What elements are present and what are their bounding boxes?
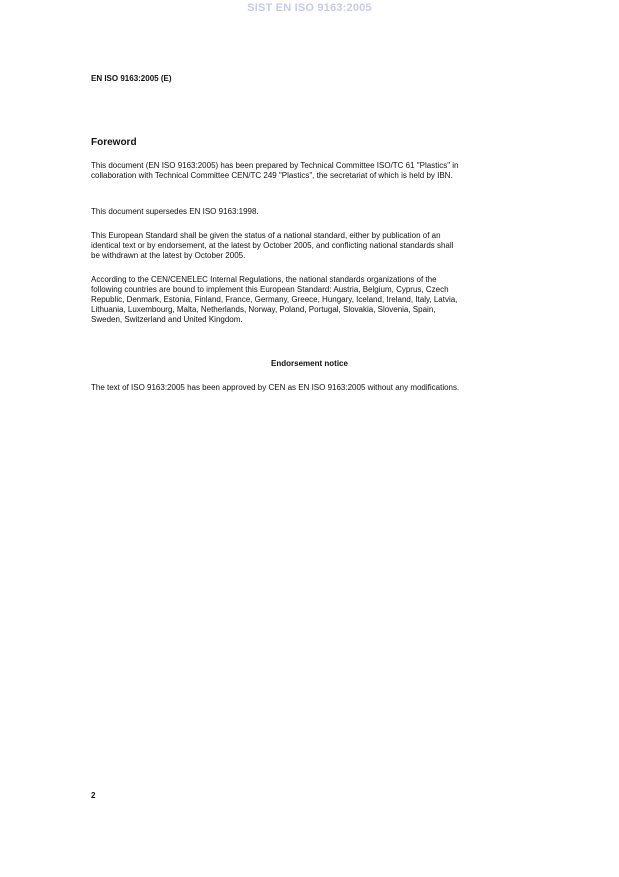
text-line: collaboration with Technical Committee CEN/TC 249 "Plastics", the secretariat of which is held by IBN. (91, 171, 453, 180)
text-line: Lithuania, Luxembourg, Malta, Netherlands, Norway, Poland, Portugal, Slovakia, Slovenia, Spain, (91, 305, 436, 314)
text-line: Republic, Denmark, Estonia, Finland, France, Germany, Greece, Hungary, Iceland, Ireland, Italy, Latvia, (91, 295, 458, 304)
text-line: This European Standard shall be given the status of a national standard, either by publication of an (91, 231, 441, 240)
text-line: Sweden, Switzerland and United Kingdom. (91, 315, 243, 324)
document-header: EN ISO 9163:2005 (E) (91, 74, 172, 83)
page-number: 2 (91, 791, 96, 800)
text-line: be withdrawn at the latest by October 2005. (91, 251, 246, 260)
text-line: This document supersedes EN ISO 9163:1998. (91, 207, 259, 216)
foreword-paragraph-4 (91, 275, 457, 325)
endorsement-text: The text of ISO 9163:2005 has been approved by CEN as EN ISO 9163:2005 without any modifications. (91, 383, 460, 392)
endorsement-heading: Endorsement notice (271, 359, 348, 368)
foreword-paragraph-2 (91, 207, 259, 217)
foreword-heading: Foreword (91, 137, 137, 148)
foreword-paragraph-1 (91, 161, 459, 181)
text-line: following countries are bound to implement this European Standard: Austria, Belgium, Cyprus, Czech (91, 285, 449, 294)
text-line: This document (EN ISO 9163:2005) has been prepared by Technical Committee ISO/TC 61 "Plastics" in (91, 161, 459, 170)
text-line: According to the CEN/CENELEC Internal Regulations, the national standards organizations of the (91, 275, 437, 284)
text-line: identical text or by endorsement, at the latest by October 2005, and conflicting national standards shall (91, 241, 454, 250)
watermark: SIST EN ISO 9163:2005 (247, 2, 372, 14)
foreword-paragraph-3 (91, 231, 453, 261)
